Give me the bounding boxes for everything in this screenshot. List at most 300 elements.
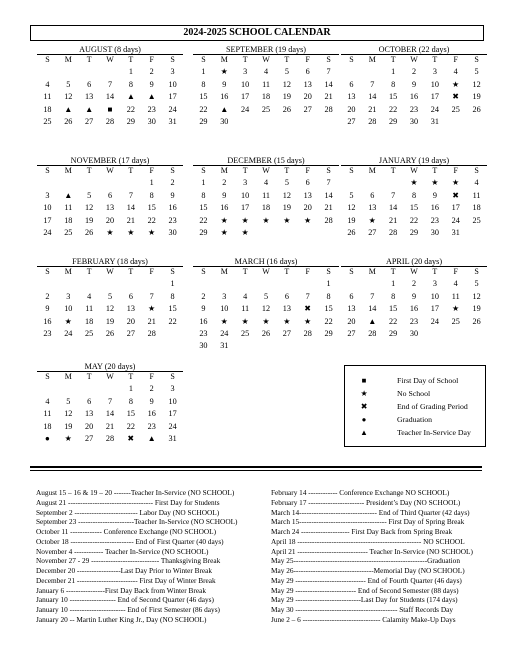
day-cell: ★ <box>452 79 460 89</box>
day-cell: 18 <box>472 203 481 213</box>
day-cell: 22 <box>409 215 419 225</box>
day-cell: 7 <box>128 190 133 200</box>
day-cell: 1 <box>326 279 331 289</box>
day-cell <box>341 177 362 189</box>
day-cell: 13 <box>368 203 377 213</box>
day-cell: 13 <box>282 304 291 314</box>
day-cell: 15 <box>389 92 398 102</box>
day-cell: 19 <box>282 203 291 213</box>
day-cell: ▲ <box>147 92 156 102</box>
day-cell: 1 <box>391 279 396 289</box>
weekday-header <box>37 266 183 278</box>
day-cell: 29 <box>324 328 333 338</box>
day-cell: 7 <box>370 79 375 89</box>
day-cell: 12 <box>472 79 481 89</box>
day-cell <box>162 328 183 340</box>
day-cell: 10 <box>43 203 52 213</box>
day-cell: 17 <box>430 304 439 314</box>
day-cell: 16 <box>409 92 419 102</box>
day-cell: 13 <box>303 190 312 200</box>
day-cell: 9 <box>170 190 175 200</box>
day-cell <box>256 227 277 239</box>
month-title: APRIL (20 days) <box>385 257 443 266</box>
day-cell: 29 <box>199 116 208 126</box>
weekday-label: T <box>284 55 290 64</box>
weekday-label: W <box>410 267 418 276</box>
day-cell: 10 <box>168 79 177 89</box>
week-row <box>37 215 183 227</box>
day-cell: ★ <box>452 178 460 188</box>
week-row <box>341 278 487 290</box>
week-row <box>193 328 339 340</box>
day-cell: 5 <box>66 79 71 89</box>
day-cell: ★ <box>148 227 156 237</box>
day-cell: 12 <box>282 190 291 200</box>
weekday-label: S <box>170 55 175 64</box>
day-cell: 14 <box>368 304 377 314</box>
weekday-header <box>341 266 487 278</box>
x-icon: ✖ <box>360 402 368 411</box>
day-cell: 21 <box>105 421 115 431</box>
day-cell: 8 <box>201 79 206 89</box>
day-cell: 23 <box>147 104 156 114</box>
weekday-header <box>37 165 183 177</box>
weekday-label: W <box>106 267 114 276</box>
day-cell <box>318 227 339 239</box>
event-line: October 18 -------------------------- End of First Quarter (40 days) <box>36 536 224 546</box>
event-line: May 25-------------------------------------------------------Graduation <box>271 556 460 566</box>
day-cell: 6 <box>370 190 375 200</box>
day-cell: 18 <box>261 92 271 102</box>
day-cell: ★ <box>452 304 460 314</box>
day-cell <box>256 340 277 352</box>
day-cell <box>37 383 58 395</box>
day-cell: 12 <box>64 409 73 419</box>
day-cell: 24 <box>64 328 73 338</box>
day-cell: 17 <box>168 92 177 102</box>
day-cell: 11 <box>472 190 481 200</box>
day-cell <box>79 177 100 189</box>
day-cell: 2 <box>411 279 417 289</box>
day-cell: 29 <box>389 116 398 126</box>
day-cell: 9 <box>411 291 417 301</box>
day-cell: 11 <box>85 304 94 314</box>
month-title: SEPTEMBER (19 days) <box>225 45 307 54</box>
day-cell: ★ <box>241 215 249 225</box>
week-row <box>341 202 487 214</box>
day-cell: 19 <box>472 304 481 314</box>
day-cell: 5 <box>474 279 479 289</box>
day-cell <box>235 278 256 290</box>
day-cell: 27 <box>85 116 94 126</box>
event-line: April 21 ----------------------------- Teacher In-Service (NO SCHOOL) <box>271 546 473 556</box>
day-cell: 2 <box>170 178 175 188</box>
day-cell: 15 <box>199 92 208 102</box>
month-calendar <box>193 156 339 239</box>
day-cell: 2 <box>411 67 417 77</box>
day-cell <box>37 66 58 78</box>
day-cell: 8 <box>128 79 133 89</box>
month-calendar <box>341 156 487 239</box>
day-cell: 28 <box>324 215 333 225</box>
day-cell: ★ <box>127 227 135 237</box>
day-cell: 25 <box>451 104 460 114</box>
day-cell: 12 <box>85 203 94 213</box>
day-cell: 2 <box>149 384 154 394</box>
week-row <box>193 340 339 352</box>
weekday-label: W <box>410 55 418 64</box>
day-cell <box>100 177 121 189</box>
day-cell <box>256 116 277 128</box>
day-cell: 23 <box>409 316 419 326</box>
day-cell: 27 <box>347 328 356 338</box>
week-row <box>193 177 339 189</box>
day-cell <box>297 116 318 128</box>
week-row <box>37 202 183 214</box>
day-cell: ★ <box>431 178 439 188</box>
day-cell: 5 <box>474 67 479 77</box>
event-line: November 27 - 29 ---------------------------- Thanksgiving Break <box>36 556 221 566</box>
day-cell <box>318 340 339 352</box>
weekday-label: S <box>326 55 331 64</box>
day-cell: 19 <box>282 92 291 102</box>
day-cell: 21 <box>389 215 398 225</box>
day-cell <box>466 227 487 239</box>
day-cell: 7 <box>149 291 154 301</box>
week-row <box>193 190 339 202</box>
day-cell <box>58 177 79 189</box>
weekday-label: T <box>390 267 396 276</box>
day-cell: 25 <box>64 227 73 237</box>
day-cell: 12 <box>282 79 291 89</box>
weekday-label: T <box>242 55 248 64</box>
weekday-label: W <box>410 166 418 175</box>
weekday-header <box>37 54 183 66</box>
day-cell: 16 <box>409 304 419 314</box>
day-cell: 12 <box>347 203 356 213</box>
day-cell: 1 <box>391 67 396 77</box>
day-cell: 23 <box>409 104 419 114</box>
day-cell: ★ <box>220 227 228 237</box>
weekday-label: W <box>106 55 114 64</box>
day-cell <box>424 328 445 340</box>
day-cell: 13 <box>347 304 356 314</box>
weekday-label: F <box>149 372 154 381</box>
day-cell: 5 <box>263 291 269 301</box>
day-cell: 9 <box>222 190 227 200</box>
weekday-label: T <box>86 166 92 175</box>
month-calendar <box>37 257 183 340</box>
weekday-label: W <box>262 55 270 64</box>
weekday-label: S <box>45 372 50 381</box>
day-cell: 4 <box>263 67 269 77</box>
day-cell: 29 <box>199 227 208 237</box>
day-cell: 13 <box>126 304 135 314</box>
event-line: September 23 -----------------------Teacher In-Service (NO SCHOOL) <box>36 517 238 527</box>
week-row <box>341 104 487 116</box>
week-row <box>193 116 339 128</box>
day-cell <box>193 278 214 290</box>
month-title: OCTOBER (22 days) <box>378 45 450 54</box>
day-cell: 8 <box>149 190 154 200</box>
weekday-label: M <box>368 267 376 276</box>
day-cell: 24 <box>168 421 177 431</box>
day-cell: 22 <box>126 104 135 114</box>
month-calendar <box>193 257 339 353</box>
day-cell: 1 <box>128 384 133 394</box>
day-cell: 15 <box>126 409 135 419</box>
event-line: January 10 ----------------------- End of First Semester (86 days) <box>36 605 220 614</box>
week-row <box>193 303 339 315</box>
week-row <box>341 177 487 189</box>
day-cell <box>297 227 318 239</box>
week-row <box>341 79 487 91</box>
weekday-label: S <box>201 267 206 276</box>
weekday-label: S <box>349 166 354 175</box>
day-cell: ■ <box>107 104 113 114</box>
day-cell <box>466 328 487 340</box>
month-calendar <box>341 45 487 128</box>
month-calendar <box>37 45 183 128</box>
day-cell: 20 <box>126 316 135 326</box>
day-cell: ● <box>44 433 50 443</box>
day-cell: 23 <box>430 215 439 225</box>
day-cell: 9 <box>222 79 227 89</box>
day-cell <box>445 328 466 340</box>
day-cell: 9 <box>149 396 154 406</box>
legend-item <box>357 402 468 412</box>
day-cell: 5 <box>284 178 289 188</box>
day-cell: 13 <box>105 203 115 213</box>
weekday-label: M <box>368 55 376 64</box>
event-line: June 2 – 6 -------------------------------- Calamity Make-Up Days <box>271 614 456 624</box>
day-cell: 7 <box>326 178 331 188</box>
day-cell: 3 <box>66 291 71 301</box>
day-cell: 26 <box>282 104 291 114</box>
day-cell: 2 <box>201 291 206 301</box>
day-cell: 12 <box>472 291 481 301</box>
weekday-label: T <box>284 267 290 276</box>
event-line: March 14-------------------------------- End of Third Quarter (42 days) <box>271 507 470 517</box>
day-cell: 16 <box>220 203 229 213</box>
triangle-icon: ▲ <box>360 428 368 437</box>
day-cell: 6 <box>349 79 354 89</box>
day-cell: 22 <box>126 421 135 431</box>
day-cell: 12 <box>105 304 115 314</box>
event-line: September 2 -------------------------- Labor Day (NO SCHOOL) <box>36 507 220 517</box>
day-cell: 9 <box>149 79 154 89</box>
day-cell: 3 <box>45 190 50 200</box>
day-cell: 21 <box>324 92 333 102</box>
day-cell: 15 <box>324 304 333 314</box>
day-cell <box>445 116 466 128</box>
day-cell: 30 <box>199 341 208 351</box>
week-row <box>341 215 487 227</box>
weekday-label: F <box>149 166 154 175</box>
week-row <box>341 91 487 103</box>
week-row <box>341 328 487 340</box>
day-cell: 8 <box>391 79 396 89</box>
day-cell: ★ <box>283 316 291 326</box>
day-cell: 26 <box>472 316 481 326</box>
day-cell: 10 <box>241 79 250 89</box>
day-cell: 17 <box>43 215 52 225</box>
day-cell: 14 <box>368 92 377 102</box>
day-cell: 16 <box>168 203 177 213</box>
day-cell <box>276 227 297 239</box>
weekday-label: W <box>262 267 270 276</box>
weekday-label: M <box>64 267 72 276</box>
day-cell: 18 <box>85 316 94 326</box>
week-row <box>37 227 183 239</box>
day-cell: 17 <box>168 409 177 419</box>
day-cell: 15 <box>199 203 208 213</box>
legend-item <box>357 415 432 425</box>
day-cell: 29 <box>389 328 398 338</box>
day-cell: 20 <box>105 215 115 225</box>
month-calendar <box>37 362 183 445</box>
weekday-label: T <box>432 267 438 276</box>
weekday-header <box>341 54 487 66</box>
day-cell: 28 <box>368 328 377 338</box>
week-row <box>193 227 339 239</box>
event-line: March 15------------------------------------ First Day of Spring Break <box>271 517 465 527</box>
day-cell: ▲ <box>220 104 229 114</box>
day-cell: 24 <box>241 104 250 114</box>
day-cell: 4 <box>87 291 92 301</box>
day-cell <box>79 383 100 395</box>
day-cell <box>120 177 141 189</box>
day-cell: 4 <box>45 396 50 406</box>
day-cell: 23 <box>168 215 177 225</box>
day-cell: 4 <box>243 291 248 301</box>
day-cell <box>341 66 362 78</box>
day-cell <box>297 340 318 352</box>
day-cell: ★ <box>220 215 228 225</box>
day-cell: 22 <box>147 215 156 225</box>
week-row <box>193 79 339 91</box>
day-cell: 10 <box>168 396 177 406</box>
day-cell: 15 <box>409 203 419 213</box>
day-cell: 4 <box>263 178 269 188</box>
day-cell: 16 <box>43 316 52 326</box>
weekday-label: F <box>453 55 458 64</box>
day-cell: 20 <box>303 203 312 213</box>
day-cell: 28 <box>368 116 377 126</box>
day-cell <box>235 116 256 128</box>
day-cell: 8 <box>411 190 417 200</box>
day-cell: 25 <box>472 215 481 225</box>
week-row <box>193 278 339 290</box>
weekday-label: F <box>305 166 310 175</box>
star-icon: ★ <box>360 389 368 398</box>
weekday-label: S <box>45 55 50 64</box>
week-row <box>193 291 339 303</box>
day-cell: 19 <box>105 316 115 326</box>
day-cell: 6 <box>305 178 310 188</box>
day-cell: 5 <box>87 190 92 200</box>
legend-label: First Day of School <box>397 376 459 385</box>
day-cell: 10 <box>241 190 250 200</box>
day-cell: 22 <box>199 215 208 225</box>
separator-line-thin <box>30 470 482 471</box>
day-cell: 31 <box>451 227 460 237</box>
legend-label: Teacher In-Service Day <box>397 428 471 437</box>
event-line: January 10 ------------------- End of Second Quarter (46 days) <box>36 595 214 605</box>
day-cell: 5 <box>107 291 113 301</box>
day-cell: ★ <box>262 215 270 225</box>
day-cell <box>37 278 58 290</box>
weekday-label: T <box>128 267 134 276</box>
event-line: May 29 ----------------------------- End of Fourth Quarter (46 days) <box>271 575 462 585</box>
calendar-title: 2024-2025 SCHOOL CALENDAR <box>30 25 484 41</box>
day-cell: 28 <box>105 433 115 443</box>
day-cell: 2 <box>149 67 154 77</box>
day-cell: ▲ <box>126 92 135 102</box>
day-cell <box>235 340 256 352</box>
week-row <box>341 190 487 202</box>
day-cell: 9 <box>432 190 437 200</box>
day-cell <box>58 66 79 78</box>
day-cell <box>276 278 297 290</box>
weekday-label: T <box>432 166 438 175</box>
week-row <box>37 116 183 128</box>
week-row <box>37 66 183 78</box>
day-cell: 10 <box>430 79 439 89</box>
weekday-header <box>193 266 339 278</box>
week-row <box>193 202 339 214</box>
weekday-label: S <box>474 166 479 175</box>
day-cell: ▲ <box>85 104 94 114</box>
day-cell: 22 <box>389 104 398 114</box>
weekday-label: T <box>390 166 396 175</box>
weekday-label: S <box>201 55 206 64</box>
day-cell: 25 <box>85 328 94 338</box>
week-row <box>341 303 487 315</box>
day-cell: 9 <box>201 304 206 314</box>
event-line: January 20 -- Martin Luther King Jr., Day (NO SCHOOL) <box>36 614 207 624</box>
day-cell: 24 <box>451 215 460 225</box>
day-cell: 31 <box>168 116 177 126</box>
event-line: May 29 ---------------------------Last Day for Students (174 days) <box>271 595 458 605</box>
day-cell: ★ <box>106 227 114 237</box>
day-cell: 3 <box>170 67 175 77</box>
day-cell: 3 <box>243 67 248 77</box>
day-cell <box>276 116 297 128</box>
day-cell: 4 <box>453 67 458 77</box>
event-line: November 4 ------------ Teacher In-Service (NO SCHOOL) <box>36 546 209 556</box>
month-calendar <box>37 156 183 239</box>
day-cell: 18 <box>64 215 73 225</box>
week-row <box>37 316 183 328</box>
day-cell <box>362 278 383 290</box>
week-row <box>341 116 487 128</box>
day-cell: 19 <box>472 92 481 102</box>
day-cell: 22 <box>324 316 333 326</box>
day-cell: 25 <box>261 104 271 114</box>
circle-icon: ● <box>361 415 367 424</box>
day-cell: 6 <box>349 291 354 301</box>
day-cell: 29 <box>409 227 419 237</box>
event-line: December 20 ------------------Last Day Prior to Winter Break <box>36 566 213 575</box>
day-cell: 24 <box>43 227 52 237</box>
day-cell: ★ <box>64 316 72 326</box>
day-cell: 27 <box>303 104 312 114</box>
day-cell: 1 <box>201 178 206 188</box>
day-cell: 12 <box>64 92 73 102</box>
day-cell: 7 <box>370 291 375 301</box>
month-calendar <box>341 257 487 340</box>
